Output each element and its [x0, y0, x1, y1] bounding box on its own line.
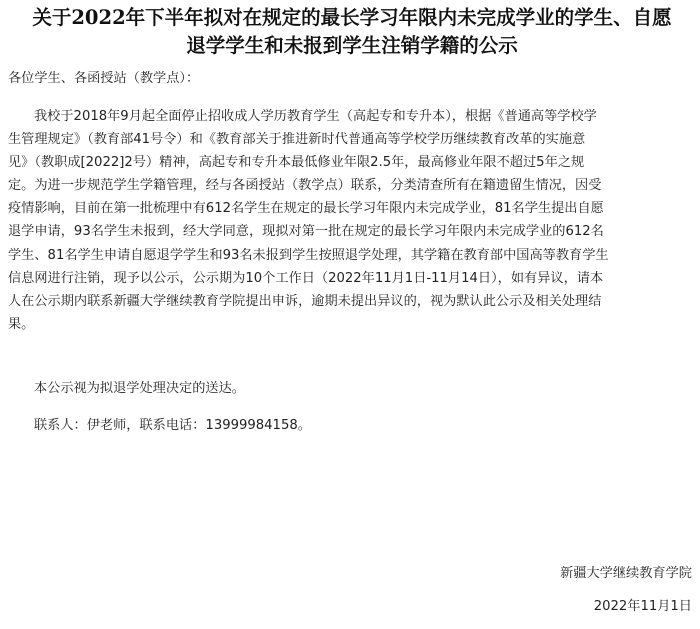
- main-paragraph: [8, 105, 694, 336]
- page-title: [12, 4, 692, 60]
- paragraph-line: 生管理规定》（教育部41号令）和《教育部关于推进新时代普通高等学校学历继续教育改革的实施意: [8, 132, 586, 148]
- contact-text: 联系人：伊老师，联系电话：13999984158。: [34, 418, 311, 433]
- paragraph-line: 定。为进一步规范学生学籍管理，经与各函授站（教学点）联系，分类清查所有在籍遗留生情况，因受: [8, 178, 602, 194]
- paragraph-line: 人在公示期内联系新疆大学继续教育学院提出申诉，逾期未提出异议的，视为默认此公示及相关处理结: [8, 293, 602, 309]
- contact-info: [8, 414, 694, 437]
- signature-organization: 新疆大学继续教育学院: [560, 566, 692, 581]
- title-line-2: 退学学生和未报到学生注销学籍的公示: [186, 34, 518, 57]
- salutation: 各位学生、各函授站（教学点）：: [8, 71, 200, 86]
- paragraph-line: 退学申请，93名学生未报到，经大学同意，现拟对第一批在规定的最长学习年限内未完成学业的612名: [8, 224, 604, 240]
- paragraph-line: 见》（教职成[2022]2号）精神，高起专和专升本最低修业年限2.5年，最高修业年限不超过5年之规: [8, 155, 585, 171]
- title-line-1: 关于2022年下半年拟对在规定的最长学习年限内未完成学业的学生、自愿: [32, 6, 672, 29]
- delivery-note-text: 本公示视为拟退学处理决定的送达。: [34, 381, 245, 396]
- paragraph-line: 学生、81名学生申请自愿退学学生和93名未报到学生按照退学处理，其学籍在教育部中国高等教育学生: [8, 247, 609, 263]
- paragraph-line: 果。: [8, 316, 35, 332]
- paragraph-line: 信息网进行注销，现予以公示，公示期为10个工作日（2022年11月1日-11月14日），如有异议，请本: [8, 270, 604, 286]
- paragraph-line: 我校于2018年9月起全面停止招收成人学历教育学生（高起专和专升本），根据《普通高等学校学: [34, 109, 597, 124]
- signature-date: 2022年11月1日: [593, 599, 692, 614]
- delivery-note: [8, 377, 694, 400]
- paragraph-line: 疫情影响，目前在第一批梳理中有612名学生在规定的最长学习年限内未完成学业，81名学生提出自愿: [8, 201, 604, 217]
